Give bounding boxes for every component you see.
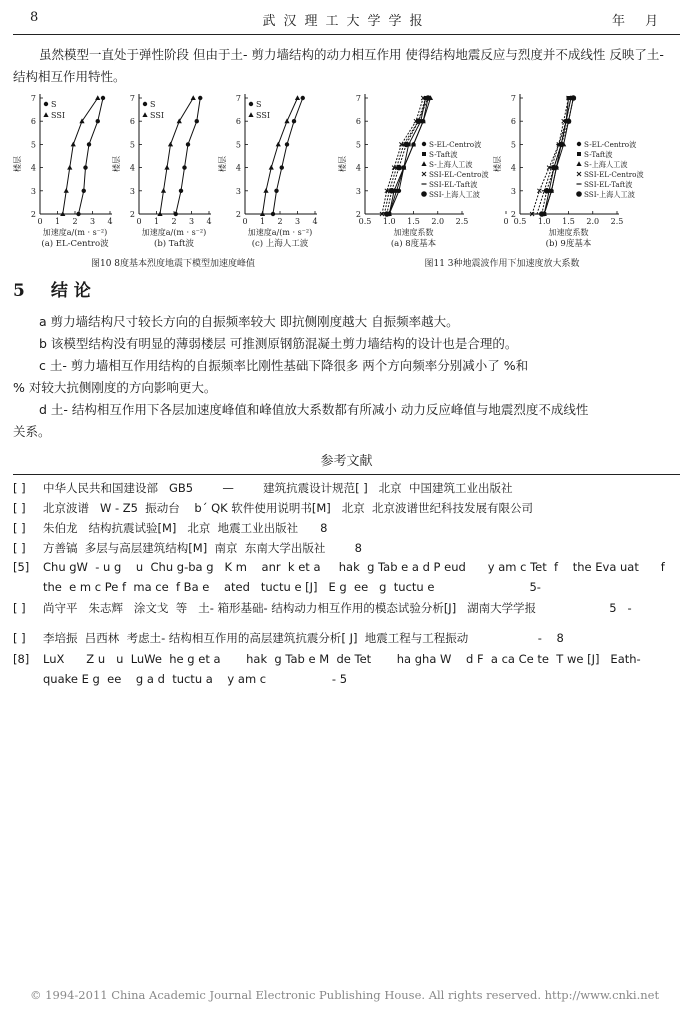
legend-marker bbox=[422, 172, 426, 176]
reference-item: [ ] 尚守平 朱志辉 涂文戈 等 土- 箱形基础- 结构动力相互作用的模态试验分析[J] 湖南大学学报 5 - bbox=[13, 601, 632, 615]
data-point bbox=[425, 95, 431, 101]
chart-panel bbox=[337, 94, 489, 249]
conclusion-c-cont: % 对较大抗侧刚度的方向影响更大。 bbox=[13, 380, 217, 395]
data-point bbox=[64, 188, 69, 193]
legend-label: S-EL-Centro波 bbox=[429, 140, 482, 149]
x-tick-label: 0 bbox=[37, 217, 43, 226]
data-point bbox=[182, 165, 186, 169]
data-point bbox=[87, 142, 91, 146]
legend-label: S bbox=[150, 100, 156, 109]
data-point bbox=[389, 188, 395, 194]
legend-marker bbox=[44, 102, 48, 106]
data-point bbox=[174, 212, 178, 216]
x-tick-label: 3 bbox=[89, 217, 96, 226]
data-point bbox=[195, 119, 199, 123]
legend-marker bbox=[577, 142, 581, 146]
x-tick-label: 1.0 bbox=[382, 217, 396, 226]
data-point bbox=[544, 188, 550, 194]
legend-marker bbox=[576, 161, 581, 166]
chart-panel bbox=[492, 94, 644, 249]
y-axis-label: 楼层 bbox=[13, 156, 22, 172]
y-tick-label: 3 bbox=[129, 186, 135, 196]
legend-label: S-上海人工波 bbox=[584, 160, 628, 169]
x-tick-label: 1.0 bbox=[537, 217, 551, 226]
reference-item: [ ] 朱伯龙 结构抗震试验[M] 北京 地震工业出版社 8 bbox=[13, 521, 328, 535]
panel-subcaption: (a) EL-Centro波 bbox=[41, 239, 109, 249]
legend-marker bbox=[576, 191, 582, 197]
journal-title: 武汉理工大学学报 bbox=[262, 14, 431, 29]
page-number: 8 bbox=[30, 10, 47, 25]
data-point bbox=[198, 96, 202, 100]
legend-marker bbox=[421, 161, 426, 166]
legend-label: S-上海人工波 bbox=[429, 160, 473, 169]
legend-label: SSI-EL-Centro波 bbox=[584, 170, 644, 179]
section-number: 5 bbox=[13, 281, 25, 301]
legend-label: S bbox=[51, 100, 57, 109]
reference-item: [ ] 李培振 吕西林 考虑土- 结构相互作用的高层建筑抗震分析[ J] 地震工程与工程振动 - 8 bbox=[13, 631, 564, 645]
data-point bbox=[284, 118, 289, 123]
data-point bbox=[384, 211, 390, 217]
data-point bbox=[161, 188, 166, 193]
y-tick-label: 4 bbox=[355, 163, 361, 173]
series-line bbox=[160, 98, 193, 214]
data-point bbox=[539, 211, 545, 217]
data-point bbox=[67, 165, 72, 170]
data-point bbox=[71, 142, 76, 147]
section-title: 结 论 bbox=[50, 281, 91, 301]
legend-label: SSI bbox=[51, 111, 65, 120]
data-point bbox=[416, 118, 422, 124]
series-line bbox=[176, 98, 201, 214]
y-tick-label: 6 bbox=[355, 117, 361, 127]
data-point bbox=[179, 189, 183, 193]
conclusion-c: c 土- 剪力墙相互作用结构的自振频率比刚性基础下降很多 两个方向频率分别减小了 %和 bbox=[39, 358, 529, 373]
data-point bbox=[558, 142, 564, 148]
y-tick-label: 7 bbox=[510, 94, 516, 103]
conclusions bbox=[13, 311, 680, 443]
x-tick-label: 2 bbox=[72, 217, 78, 226]
legend-label: SSI-EL-Taft波 bbox=[584, 180, 633, 189]
x-axis-label: 加速度a/(m · s⁻²) bbox=[42, 228, 108, 237]
legend bbox=[43, 100, 65, 120]
legend bbox=[421, 140, 488, 199]
references-list bbox=[13, 480, 680, 700]
y-tick-label: 3 bbox=[355, 186, 361, 196]
y-axis-label: 楼层 bbox=[493, 156, 502, 172]
legend-label: SSI bbox=[150, 111, 164, 120]
data-point bbox=[269, 165, 274, 170]
x-tick-label: 1 bbox=[259, 217, 266, 226]
series-line bbox=[544, 98, 568, 214]
y-tick-label: 5 bbox=[510, 140, 516, 150]
header-rule bbox=[13, 34, 680, 35]
legend-label: SSI-上海人工波 bbox=[429, 190, 480, 199]
legend bbox=[576, 140, 643, 199]
reference-item-cont: the e m c Pe f ma ce f Ba e ated tuctu e [J] E g ee g tuctu e 5- bbox=[43, 580, 541, 594]
legend-marker bbox=[421, 191, 427, 197]
legend-marker bbox=[43, 112, 48, 117]
data-point bbox=[76, 212, 80, 216]
x-tick-label: 4 bbox=[206, 217, 212, 226]
series-line bbox=[79, 98, 104, 214]
y-tick-label: 3 bbox=[510, 186, 516, 196]
data-point bbox=[263, 188, 268, 193]
panel-subcaption: (b) Taft波 bbox=[154, 239, 194, 249]
y-tick-label: 6 bbox=[129, 117, 135, 127]
figure-10-caption: 图10 8度基本烈度地震下模型加速度峰值 bbox=[90, 259, 256, 269]
y-tick-label: 2 bbox=[235, 210, 241, 219]
y-axis-label: 楼层 bbox=[338, 156, 347, 172]
y-tick-label: 4 bbox=[235, 163, 241, 173]
legend-label: SSI bbox=[256, 111, 270, 120]
x-tick-label: 1 bbox=[54, 217, 61, 226]
legend bbox=[248, 100, 270, 120]
y-tick-label: 2 bbox=[355, 210, 361, 219]
reference-item: [ ] 北京波谱 W - Z5 振动台 b΄ QK 软件使用说明书[M] 北京 北京波谱世纪科技发展有限公司 bbox=[13, 501, 534, 515]
series-line bbox=[532, 98, 568, 214]
y-tick-label: 7 bbox=[235, 94, 241, 103]
data-point bbox=[96, 119, 100, 123]
legend-marker bbox=[248, 112, 253, 117]
x-tick-label: 2.5 bbox=[610, 217, 624, 226]
x-tick-label: 1 bbox=[153, 217, 160, 226]
y-tick-label: 7 bbox=[30, 94, 36, 103]
legend-label: S-Taft波 bbox=[429, 150, 458, 159]
series-line bbox=[63, 98, 98, 214]
y-axis-label: 楼层 bbox=[218, 156, 227, 172]
series-line bbox=[542, 98, 574, 214]
reference-item: [8] LuX Z u u LuWe he g et a hak g Tab e M de Tet ha gha W d F a ca Ce te T we [J] Eath- bbox=[13, 652, 641, 666]
data-point bbox=[295, 95, 300, 100]
y-tick-label: 2 bbox=[510, 210, 516, 219]
reference-item: [ ] 方善镐 多层与高层建筑结构[M] 南京 东南大学出版社 8 bbox=[13, 541, 362, 555]
y-tick-label: 6 bbox=[30, 117, 36, 127]
x-tick-label: 0 bbox=[242, 217, 248, 226]
figure-10 bbox=[12, 94, 318, 249]
data-point bbox=[571, 95, 577, 101]
y-tick-label: 4 bbox=[510, 163, 516, 173]
panel-subcaption: (c) 上海人工波 bbox=[251, 239, 309, 249]
legend-marker bbox=[577, 172, 581, 176]
x-axis-label: 加速度a/(m · s⁻²) bbox=[141, 228, 207, 237]
reference-item: [ ] 中华人民共和国建设部 GB5 — 建筑抗震设计规范[ ] 北京 中国建筑工业出版社 bbox=[13, 481, 513, 495]
data-point bbox=[301, 96, 305, 100]
data-point bbox=[186, 142, 190, 146]
legend-label: S-EL-Centro波 bbox=[584, 140, 637, 149]
references-title: 参考文献 bbox=[320, 454, 373, 469]
y-tick-label: 5 bbox=[355, 140, 361, 150]
figure-11-caption: 图11 3种地震波作用下加速度放大系数 bbox=[424, 259, 580, 269]
x-tick-label: 2.0 bbox=[431, 217, 445, 226]
y-tick-label: 6 bbox=[510, 117, 516, 127]
y-tick-label: 5 bbox=[235, 140, 241, 150]
y-axis-label: 楼层 bbox=[112, 156, 121, 172]
x-tick-label: 4 bbox=[107, 217, 113, 226]
y-tick-label: 4 bbox=[129, 163, 135, 173]
data-point bbox=[164, 165, 169, 170]
data-point bbox=[168, 142, 173, 147]
legend-label: S-Taft波 bbox=[584, 150, 613, 159]
chart-panel bbox=[217, 94, 318, 249]
y-tick-label: 2 bbox=[30, 210, 36, 219]
data-point bbox=[566, 118, 572, 124]
legend-marker bbox=[422, 142, 426, 146]
issue-date: 年 月 bbox=[612, 14, 667, 29]
reference-item: [5] Chu gW - u g u Chu g-ba g K m anr k et a hak g Tab e a d P eud y am c Tet f the Eva uat f bbox=[13, 560, 665, 574]
x-tick-label: 1.5 bbox=[407, 217, 420, 226]
panel-subcaption: (b) 9度基本 bbox=[545, 239, 592, 249]
x-tick-label: 2.0 bbox=[586, 217, 600, 226]
data-point bbox=[551, 165, 557, 171]
legend-marker bbox=[249, 102, 253, 106]
data-point bbox=[396, 165, 402, 171]
y-tick-label: 5 bbox=[129, 140, 135, 150]
y-tick-label: 6 bbox=[235, 117, 241, 127]
y-tick-label: 7 bbox=[355, 94, 361, 103]
y-tick-label: 3 bbox=[235, 186, 241, 196]
legend-marker bbox=[142, 112, 147, 117]
data-point bbox=[191, 95, 196, 100]
y-tick-label: 7 bbox=[129, 94, 135, 103]
legend-marker bbox=[422, 152, 426, 156]
chart-panel bbox=[111, 94, 212, 249]
y-tick-label: 4 bbox=[30, 163, 36, 173]
y-tick-label: 2 bbox=[129, 210, 135, 219]
x-tick-label: 4 bbox=[312, 217, 318, 226]
data-point bbox=[280, 165, 284, 169]
x-tick-label: 2 bbox=[171, 217, 177, 226]
figures-area bbox=[0, 88, 693, 273]
y-tick-label: 5 bbox=[30, 140, 36, 150]
x-tick-label: 0.5 bbox=[513, 217, 527, 226]
data-point bbox=[95, 95, 100, 100]
data-point bbox=[83, 165, 87, 169]
x-axis-label: 加速度系数 bbox=[393, 228, 434, 237]
legend-label: SSI-上海人工波 bbox=[584, 190, 635, 199]
x-tick-label: 1.5 bbox=[562, 217, 575, 226]
conclusion-b: b 该模型结构没有明显的薄弱楼层 可推测原钢筋混凝土剪力墙结构的设计也是合理的。 bbox=[39, 336, 518, 351]
legend-marker bbox=[577, 152, 581, 156]
conclusion-d-cont: 关系。 bbox=[13, 424, 51, 439]
figure-11 bbox=[337, 94, 644, 249]
data-point bbox=[101, 96, 105, 100]
copyright-footer: © 1994-2011 China Academic Journal Electronic Publishing House. All rights reserved. http://www.cnki.net bbox=[30, 988, 660, 1002]
x-tick-label: 0.5 bbox=[358, 217, 372, 226]
data-point bbox=[403, 142, 409, 148]
x-tick-label: 3 bbox=[188, 217, 195, 226]
x-tick-label: 0 bbox=[503, 217, 509, 226]
legend bbox=[142, 100, 164, 120]
chart-panel bbox=[12, 94, 113, 249]
reference-item-cont: quake E g ee g a d tuctu a y am c - 5 bbox=[43, 672, 348, 686]
x-tick-label: 0 bbox=[136, 217, 142, 226]
data-point bbox=[274, 189, 278, 193]
references-rule bbox=[13, 474, 680, 475]
x-tick-label: 3 bbox=[294, 217, 301, 226]
legend-marker bbox=[143, 102, 147, 106]
x-axis-label: 加速度a/(m · s⁻²) bbox=[247, 228, 313, 237]
panel-subcaption: (a) 8度基本 bbox=[390, 239, 437, 249]
legend-label: S bbox=[256, 100, 262, 109]
legend-label: SSI-EL-Taft波 bbox=[429, 180, 478, 189]
series-line bbox=[537, 98, 571, 214]
legend-label: SSI-EL-Centro波 bbox=[429, 170, 489, 179]
y-tick-label: 3 bbox=[30, 186, 36, 196]
data-point bbox=[292, 119, 296, 123]
conclusion-a: a 剪力墙结构尺寸较长方向的自振频率较大 即抗侧刚度越大 自振频率越大。 bbox=[39, 314, 459, 329]
data-point bbox=[82, 189, 86, 193]
data-point bbox=[285, 142, 289, 146]
x-tick-label: 2.5 bbox=[455, 217, 469, 226]
x-tick-label: 2 bbox=[277, 217, 283, 226]
data-point bbox=[276, 142, 281, 147]
series-line bbox=[273, 98, 303, 214]
intro-paragraph: 虽然模型一直处于弹性阶段 但由于土- 剪力墙结构的动力相互作用 使得结构地震反应与烈度并不成线性 反映了土- 结构相互作用特性。 bbox=[13, 47, 664, 84]
data-point bbox=[271, 212, 275, 216]
section-heading bbox=[13, 276, 117, 301]
conclusion-d: d 土- 结构相互作用下各层加速度峰值和峰值放大系数都有所减小 动力反应峰值与地震烈度不成线性 bbox=[39, 402, 589, 417]
x-axis-label: 加速度系数 bbox=[548, 228, 589, 237]
